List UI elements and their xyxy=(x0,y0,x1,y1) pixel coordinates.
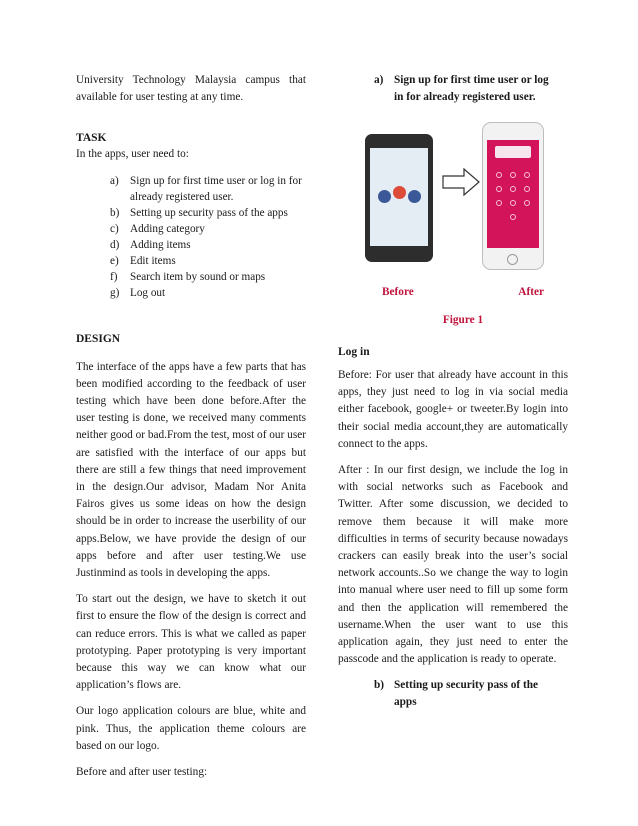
design-paragraph-3: Our logo application colours are blue, white and pink. Thus, the application theme colours are based on our logo. xyxy=(76,705,306,752)
design-paragraph-1: The interface of the apps have a few parts that has been modified according to the feedback of user testing which have been done before.After the user testing is done, we received many comments neither good or bad.From the test, most of our user are satisfied with the interface of our apps but there are still a few things that need improvement in the design.Our advisor, Madam Nor Anita Fairos gives us some ideas on how the design should be in order to increase the userbility of our apps.Below, we have provide the design of our apps before and after user testing.We use Justinmind as tools in developing the apps. xyxy=(76,360,306,580)
list-item: c) Adding category xyxy=(110,222,205,235)
section-heading-a: a) Sign up for first time user or log in for already registered user. xyxy=(374,74,549,103)
task-list xyxy=(110,173,306,301)
list-item: f) Search item by sound or maps xyxy=(110,270,266,283)
design-paragraph-4: Before and after user testing: xyxy=(76,766,208,779)
passcode-dot-icon xyxy=(510,200,516,206)
figure-label-before: Before xyxy=(382,286,414,298)
figure-label-after: After xyxy=(518,286,544,298)
after-phone-image xyxy=(482,122,544,270)
before-phone-screen xyxy=(370,148,428,246)
passcode-dot-icon xyxy=(510,214,516,220)
figure-1 xyxy=(338,118,568,284)
right-column xyxy=(338,72,568,711)
google-plus-icon xyxy=(393,186,406,199)
list-item: a) Sign up for first time user or log in for already registered user. xyxy=(110,174,302,203)
figure-labels xyxy=(338,284,568,300)
passcode-dot-icon xyxy=(510,172,516,178)
intro-paragraph: University Technology Malaysia campus that available for user testing at any time. xyxy=(76,74,306,104)
home-button-icon xyxy=(507,254,518,265)
login-heading: Log in xyxy=(338,346,370,358)
login-after-paragraph: After : In our first design, we include the log in with social networks such as Facebook and Twitter. After some discussion, we decided to remove them because it will make more difficulties in terms of security because nowadays crackers can easily break into the user’s social network accounts..So we change the way to login into manual where user need to fill up some form and then the application will remembered the username.When the user want to use this application again, they just need to enter the passcode and the application is ready to operate. xyxy=(338,464,568,666)
task-intro: In the apps, user need to: xyxy=(76,148,189,161)
passcode-dot-icon xyxy=(496,186,502,192)
task-heading: TASK xyxy=(76,132,107,145)
passcode-dot-icon xyxy=(496,200,502,206)
list-item: d) Adding items xyxy=(110,238,191,251)
passcode-dot-icon xyxy=(510,186,516,192)
passcode-dot-icon xyxy=(524,172,530,178)
design-paragraph-2: To start out the design, we have to sketch it out first to ensure the flow of the design is correct and can reduce errors. This is what we called as paper prototyping. Paper prototyping is very important because this way we can know what our application’s flows are. xyxy=(76,593,306,692)
section-heading-b: b) Setting up security pass of the apps xyxy=(374,679,539,709)
passcode-dot-icon xyxy=(524,200,530,206)
list-item: e) Edit items xyxy=(110,254,176,267)
login-before-paragraph: Before: For user that already have account in this apps, they just need to log in via social media either facebook, google+ or tweeter.By login into their social media account,they are automatically connect to the apps. xyxy=(338,369,568,450)
list-item: g) Log out xyxy=(110,286,166,299)
right-arrow-icon xyxy=(442,168,480,196)
passcode-dot-icon xyxy=(496,172,502,178)
twitter-icon xyxy=(408,190,421,203)
passcode-dot-icon xyxy=(524,186,530,192)
design-heading: DESIGN xyxy=(76,332,121,345)
left-column xyxy=(76,72,306,790)
list-item: b) Setting up security pass of the apps xyxy=(110,206,288,219)
figure-caption: Figure 1 xyxy=(442,314,484,326)
app-logo xyxy=(495,146,531,158)
before-phone-image xyxy=(365,134,433,262)
facebook-icon xyxy=(378,190,391,203)
after-phone-screen xyxy=(487,140,539,248)
